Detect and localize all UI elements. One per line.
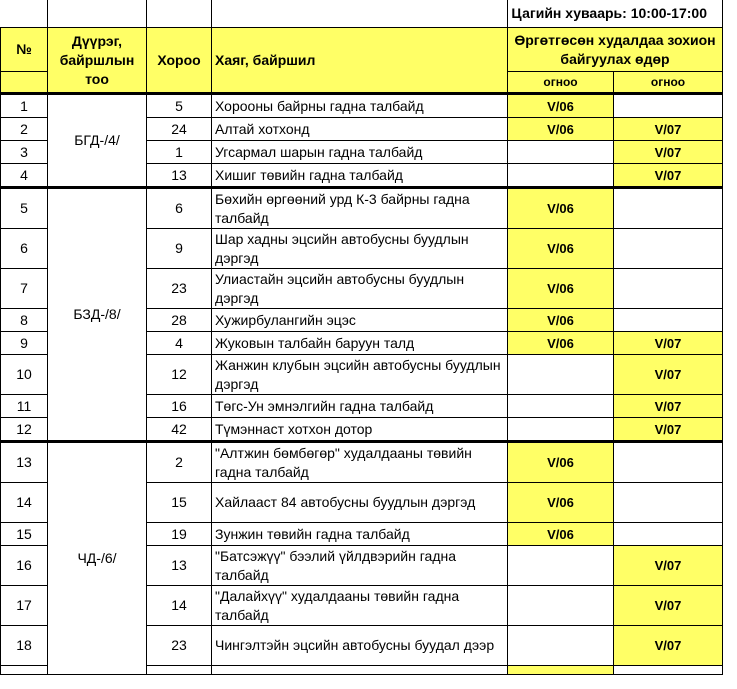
schedule-label: Цагийн хуваарь: 10:00-17:00 bbox=[511, 5, 707, 21]
row-number: 12 bbox=[1, 418, 48, 442]
day1-cell: V/06 bbox=[508, 269, 614, 309]
khoroo-cell: 14 bbox=[147, 586, 212, 626]
row-number: 1 bbox=[1, 94, 48, 118]
table-row bbox=[1, 188, 723, 229]
district-cell: ЧД-/6/ bbox=[48, 442, 147, 675]
day1-cell: V/06 bbox=[508, 309, 614, 332]
day1-cell bbox=[508, 626, 614, 666]
row-number: 17 bbox=[1, 586, 48, 626]
day1-cell: V/06 bbox=[508, 523, 614, 546]
address-cell: "Далайхүү" худалдааны төвийн гадна талбайд bbox=[212, 586, 508, 626]
district-cell: БГД-/4/ bbox=[48, 94, 147, 188]
address-cell: Хишиг төвийн гадна талбайд bbox=[212, 164, 508, 188]
khoroo-cell: 13 bbox=[147, 546, 212, 586]
table-row bbox=[1, 442, 723, 483]
column-divider bbox=[211, 0, 212, 28]
day2-cell: V/07 bbox=[614, 546, 723, 586]
address-cell: Төгс-Ун эмнэлгийн гадна талбайд bbox=[212, 395, 508, 418]
khoroo-cell: 19 bbox=[147, 523, 212, 546]
header-khoroo: Хороо bbox=[147, 28, 212, 94]
address-cell: Түмэннаст хотхон дотор bbox=[212, 418, 508, 442]
row-number-blank bbox=[1, 666, 48, 675]
header-num-blank bbox=[1, 72, 48, 94]
day2-cell: V/07 bbox=[614, 626, 723, 666]
day2-cell bbox=[614, 523, 723, 546]
row-number: 7 bbox=[1, 269, 48, 309]
day2-cell: V/07 bbox=[614, 355, 723, 395]
address-cell: Угсармал шарын гадна талбайд bbox=[212, 141, 508, 164]
day1-cell bbox=[508, 586, 614, 626]
khoroo-cell: 23 bbox=[147, 269, 212, 309]
day2-cell: V/07 bbox=[614, 586, 723, 626]
row-number: 9 bbox=[1, 332, 48, 355]
khoroo-cell: 16 bbox=[147, 395, 212, 418]
day1-cell bbox=[508, 141, 614, 164]
address-cell: Улиастайн эцсийн автобусны буудлын дэргэд bbox=[212, 269, 508, 309]
row-number: 14 bbox=[1, 483, 48, 523]
day2-cell: V/07 bbox=[614, 141, 723, 164]
day1-cell: V/06 bbox=[508, 188, 614, 229]
header-num: № bbox=[1, 28, 48, 72]
distribution-schedule-table bbox=[0, 27, 723, 675]
header-day1: огноо bbox=[508, 72, 614, 94]
khoroo-cell: 9 bbox=[147, 229, 212, 269]
table-header-row bbox=[1, 28, 723, 72]
khoroo-cell: 12 bbox=[147, 355, 212, 395]
top-header-row bbox=[0, 0, 723, 28]
address-cell: Бөхийн өргөөний урд К-3 байрны гадна талбайд bbox=[212, 188, 508, 229]
address-cell: Хорооны байрны гадна талбайд bbox=[212, 94, 508, 118]
table-row bbox=[1, 94, 723, 118]
day2-cell bbox=[614, 188, 723, 229]
day2-cell: V/07 bbox=[614, 164, 723, 188]
khoroo-cell: 4 bbox=[147, 332, 212, 355]
khoroo-cell: 28 bbox=[147, 309, 212, 332]
khoroo-cell: 24 bbox=[147, 118, 212, 141]
column-divider bbox=[722, 0, 723, 28]
day1-cell: V/06 bbox=[508, 118, 614, 141]
row-number: 3 bbox=[1, 141, 48, 164]
day1-cell: V/06 bbox=[508, 442, 614, 483]
row-number: 10 bbox=[1, 355, 48, 395]
row-number: 6 bbox=[1, 229, 48, 269]
day1-cell: V/06 bbox=[508, 94, 614, 118]
row-number: 13 bbox=[1, 442, 48, 483]
header-district: Дүүрэг, байршлын тоо bbox=[48, 28, 147, 94]
address-cell: Алтай хотхонд bbox=[212, 118, 508, 141]
row-number: 15 bbox=[1, 523, 48, 546]
address-cell: Жуковын талбайн баруун талд bbox=[212, 332, 508, 355]
district-cell: БЗД-/8/ bbox=[48, 188, 147, 442]
day1-cell bbox=[508, 355, 614, 395]
header-days-group: Өргөтгөсөн худалдаа зохион байгуулах өдөр bbox=[508, 28, 723, 72]
khoroo-blank bbox=[147, 666, 212, 675]
khoroo-cell: 42 bbox=[147, 418, 212, 442]
header-day2: огноо bbox=[614, 72, 723, 94]
day2-cell bbox=[614, 94, 723, 118]
day2-blank bbox=[614, 666, 723, 675]
address-cell: Жанжин клубын эцсийн автобусны буудлын дэргэд bbox=[212, 355, 508, 395]
address-cell: Зунжин төвийн гадна талбайд bbox=[212, 523, 508, 546]
address-cell: Чингэлтэйн эцсийн автобусны буудал дээр bbox=[212, 626, 508, 666]
row-number: 11 bbox=[1, 395, 48, 418]
address-cell: "Алтжин бөмбөгөр" худалдааны төвийн гадна талбайд bbox=[212, 442, 508, 483]
day2-cell: V/07 bbox=[614, 418, 723, 442]
day1-cell: V/06 bbox=[508, 332, 614, 355]
day2-cell bbox=[614, 309, 723, 332]
row-number: 5 bbox=[1, 188, 48, 229]
day2-cell: V/07 bbox=[614, 118, 723, 141]
khoroo-cell: 2 bbox=[147, 442, 212, 483]
day1-cell bbox=[508, 418, 614, 442]
column-divider bbox=[507, 0, 508, 28]
header-address: Хаяг, байршил bbox=[212, 28, 508, 94]
khoroo-cell: 5 bbox=[147, 94, 212, 118]
day1-cell: V/06 bbox=[508, 229, 614, 269]
address-cell: Шар хадны эцсийн автобусны буудлын дэргэд bbox=[212, 229, 508, 269]
row-number: 4 bbox=[1, 164, 48, 188]
day2-cell: V/07 bbox=[614, 395, 723, 418]
address-cell: Хужирбулангийн эцэс bbox=[212, 309, 508, 332]
day2-cell bbox=[614, 229, 723, 269]
column-divider bbox=[146, 0, 147, 28]
khoroo-cell: 13 bbox=[147, 164, 212, 188]
address-cell: "Батсэжүү" бээлий үйлдвэрийн гадна талбайд bbox=[212, 546, 508, 586]
address-blank bbox=[212, 666, 508, 675]
khoroo-cell: 23 bbox=[147, 626, 212, 666]
khoroo-cell: 15 bbox=[147, 483, 212, 523]
column-divider bbox=[47, 0, 48, 28]
day2-cell bbox=[614, 442, 723, 483]
khoroo-cell: 6 bbox=[147, 188, 212, 229]
day1-blank bbox=[508, 666, 614, 675]
row-number: 18 bbox=[1, 626, 48, 666]
day2-cell bbox=[614, 269, 723, 309]
day1-cell: V/06 bbox=[508, 483, 614, 523]
day2-cell bbox=[614, 483, 723, 523]
day2-cell: V/07 bbox=[614, 332, 723, 355]
khoroo-cell: 1 bbox=[147, 141, 212, 164]
row-number: 16 bbox=[1, 546, 48, 586]
row-number: 8 bbox=[1, 309, 48, 332]
address-cell: Хайлааст 84 автобусны буудлын дэргэд bbox=[212, 483, 508, 523]
day1-cell bbox=[508, 395, 614, 418]
day1-cell bbox=[508, 164, 614, 188]
row-number: 2 bbox=[1, 118, 48, 141]
day1-cell bbox=[508, 546, 614, 586]
